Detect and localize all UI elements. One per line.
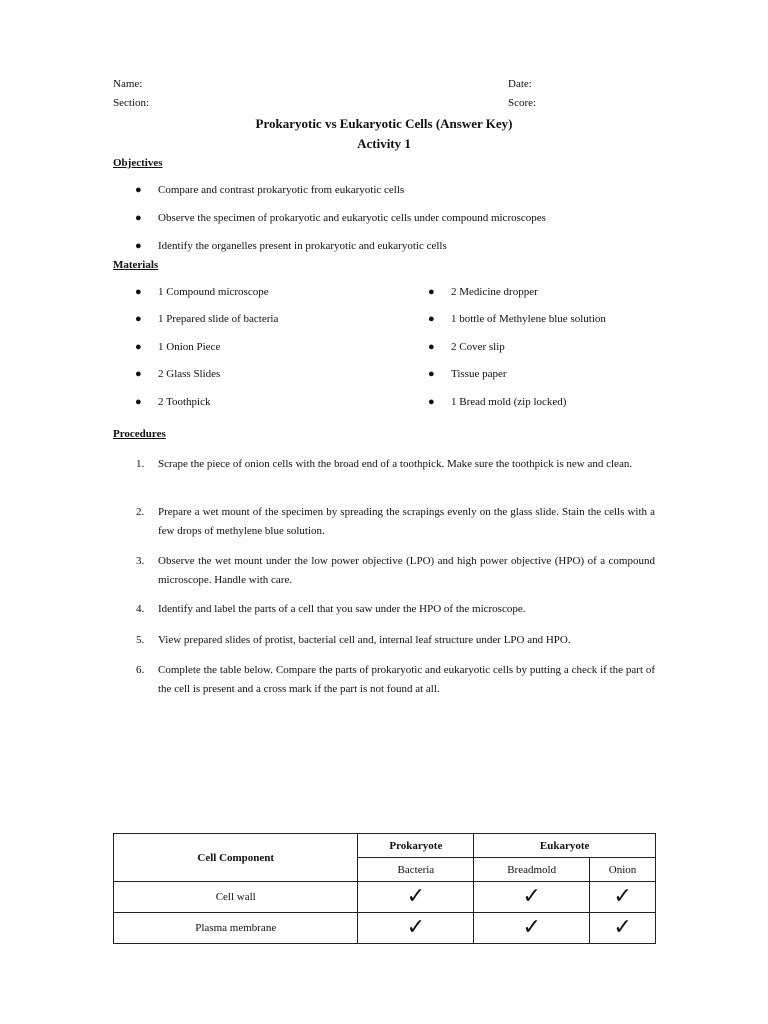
header-breadmold: Breadmold (474, 858, 590, 882)
row-component: Plasma membrane (114, 913, 358, 944)
bullet-icon: ● (428, 286, 435, 298)
table-header-row (114, 834, 656, 858)
header-bacteria: Bacteria (358, 858, 474, 882)
worksheet-title: Prokaryotic vs Eukaryotic Cells (Answer Key) (255, 116, 513, 131)
bullet-icon: ● (135, 368, 142, 380)
worksheet-page: Name: Date: Section: Score: Prokaryotic vs Eukaryotic Cells (Answer Key) Activity 1 Objectives ● Compare and contrast prokaryotic from eukaryotic cells ● Observe the specimen of prokaryotic and eukaryotic cells under compound microscopes ● Identify the organelles present in prokaryotic and eukaryotic cells Materials ● 1 Compound microscope ● 1 Prepared slide of bacteria ● 1 Onion Piece ● 2 Glass Slides ● 2 Toothpick ● 2 Medicine dropper ● 1 bottle of Methylene blue solution ● 2 Cover slip ● Tissue paper ● 1 Bread mold (zip locked) Procedures 1. Scrape the piece of onion cells with the broad end of a toothpick. Make sure the toothpick is new and clean. 2. Prepare a wet mount of the specimen by spreading the scrapings evenly on the glass slide. Stain the cells with a few drops of methylene blue solution. 3. Observe the wet mount under the low power objective (LPO) and high power objective (HPO) of a compound microscope. Handle with care. 4. Identify and label the parts of a cell that you saw under the HPO of the microscope. 5. View prepared slides of protist, bacterial cell and, internal leaf structure under LPO and HPO. 6. Complete the table below. Compare the parts of prokaryotic and eukaryotic cells by putting a check if the part of the cell is present and a cross mark if the part is not found at all. Cell Component Prokaryote Eukaryote Bacteria Breadmold Onion Cell wall ✓ ✓ ✓ Plasma membrane ✓ ✓ ✓ (0, 0, 768, 1024)
check-icon: ✓ (474, 913, 590, 944)
bullet-icon: ● (428, 341, 435, 353)
check-icon: ✓ (590, 913, 656, 944)
header-onion: Onion (590, 858, 656, 882)
header-group-eukaryote: Eukaryote (474, 834, 656, 858)
score-label: Score: (508, 97, 537, 109)
bullet-icon: ● (135, 184, 142, 196)
bullet-icon: ● (135, 240, 142, 252)
cell-comparison-table (113, 833, 656, 944)
table-row (114, 913, 656, 944)
table-row (114, 882, 656, 913)
bullet-icon: ● (428, 313, 435, 325)
check-icon: ✓ (358, 913, 474, 944)
bullet-icon: ● (135, 286, 142, 298)
bullet-icon: ● (135, 396, 142, 408)
worksheet-subtitle: Activity 1 (357, 136, 411, 151)
header-cell-component: Cell Component (114, 834, 358, 882)
bullet-icon: ● (135, 313, 142, 325)
check-icon: ✓ (358, 882, 474, 913)
procedures-heading: Procedures (113, 428, 166, 440)
check-icon: ✓ (474, 882, 590, 913)
header-group-prokaryote: Prokaryote (358, 834, 474, 858)
bullet-icon: ● (428, 396, 435, 408)
objectives-heading: Objectives (113, 157, 163, 169)
date-label: Date: (508, 78, 532, 90)
bullet-icon: ● (135, 212, 142, 224)
name-label: Name: (113, 78, 143, 90)
bullet-icon: ● (428, 368, 435, 380)
section-label: Section: (113, 97, 150, 109)
bullet-icon: ● (135, 341, 142, 353)
check-icon: ✓ (590, 882, 656, 913)
materials-heading: Materials (113, 259, 159, 271)
row-component: Cell wall (114, 882, 358, 913)
